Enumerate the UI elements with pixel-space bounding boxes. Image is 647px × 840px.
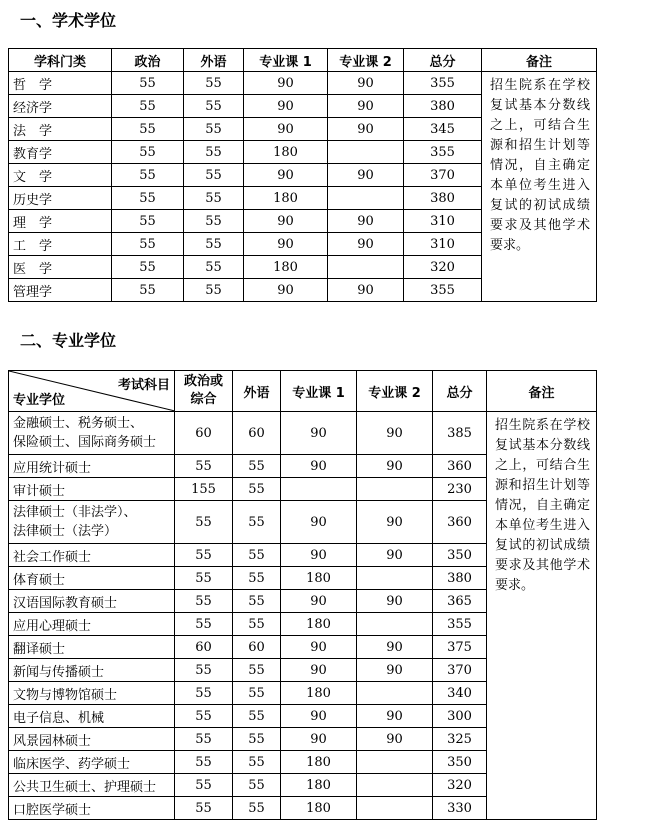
score-cell: 325 <box>433 728 487 751</box>
col-header: 学科门类 <box>9 49 112 72</box>
score-cell: 230 <box>433 478 487 501</box>
score-cell: 55 <box>112 233 184 256</box>
score-cell: 90 <box>244 72 328 95</box>
score-cell: 90 <box>357 544 433 567</box>
score-cell: 345 <box>404 118 482 141</box>
score-cell: 180 <box>281 613 357 636</box>
score-cell: 180 <box>281 797 357 820</box>
score-cell: 90 <box>357 501 433 544</box>
score-cell: 55 <box>233 501 281 544</box>
score-cell: 330 <box>433 797 487 820</box>
score-cell: 90 <box>281 705 357 728</box>
score-cell: 55 <box>175 774 233 797</box>
remarks-cell: 招生院系在学校复试基本分数线之上，可结合生源和招生计划等情况，自主确定本单位考生进入复试的初试成绩要求及其他学术要求。 <box>482 72 597 302</box>
score-cell: 55 <box>184 118 244 141</box>
row-label-cell: 应用心理硕士 <box>9 613 175 636</box>
row-label-cell: 汉语国际教育硕士 <box>9 590 175 613</box>
score-cell: 90 <box>328 279 404 302</box>
score-cell: 55 <box>233 797 281 820</box>
score-cell <box>357 567 433 590</box>
row-label-cell: 审计硕士 <box>9 478 175 501</box>
section1-heading: 一、学术学位 <box>20 11 117 30</box>
score-cell: 180 <box>281 682 357 705</box>
row-label-cell: 临床医学、药学硕士 <box>9 751 175 774</box>
score-cell: 300 <box>433 705 487 728</box>
score-cell: 90 <box>328 210 404 233</box>
row-label-cell: 体育硕士 <box>9 567 175 590</box>
score-cell: 90 <box>357 705 433 728</box>
table-header-row <box>9 49 597 72</box>
score-cell: 55 <box>233 682 281 705</box>
score-cell <box>281 478 357 501</box>
score-cell: 55 <box>233 751 281 774</box>
score-cell: 375 <box>433 636 487 659</box>
score-cell: 90 <box>328 95 404 118</box>
score-cell: 55 <box>175 567 233 590</box>
score-cell: 380 <box>404 95 482 118</box>
corner-top-label: 考试科目 <box>117 378 170 393</box>
table-row <box>9 412 597 455</box>
score-cell: 90 <box>357 590 433 613</box>
score-cell: 55 <box>175 501 233 544</box>
score-cell: 55 <box>175 705 233 728</box>
score-cell: 55 <box>233 544 281 567</box>
corner-bottom-label: 专业学位 <box>13 393 66 408</box>
score-cell: 55 <box>233 613 281 636</box>
diagonal-header-cell <box>9 371 175 412</box>
score-cell: 155 <box>175 478 233 501</box>
score-cell: 55 <box>233 728 281 751</box>
row-label-cell: 公共卫生硕士、护理硕士 <box>9 774 175 797</box>
col-header: 外语 <box>184 49 244 72</box>
score-cell: 370 <box>433 659 487 682</box>
score-cell: 180 <box>244 141 328 164</box>
col-header: 备注 <box>482 49 597 72</box>
row-label-cell: 教育学 <box>9 141 112 164</box>
row-label-cell: 文物与博物馆硕士 <box>9 682 175 705</box>
score-cell: 55 <box>184 141 244 164</box>
score-cell: 90 <box>244 233 328 256</box>
score-cell: 90 <box>281 455 357 478</box>
score-cell: 180 <box>281 567 357 590</box>
score-cell: 55 <box>112 164 184 187</box>
score-cell: 55 <box>112 256 184 279</box>
score-cell: 55 <box>112 210 184 233</box>
score-cell: 90 <box>328 118 404 141</box>
col-header: 专业课 1 <box>281 371 357 412</box>
score-cell: 55 <box>233 567 281 590</box>
col-header: 政治或 综合 <box>175 371 233 412</box>
score-cell: 350 <box>433 751 487 774</box>
score-cell: 90 <box>357 728 433 751</box>
row-label-cell: 翻译硕士 <box>9 636 175 659</box>
row-label-cell: 金融硕士、税务硕士、 保险硕士、国际商务硕士 <box>9 412 175 455</box>
score-cell: 180 <box>244 187 328 210</box>
score-cell: 355 <box>433 613 487 636</box>
score-cell: 55 <box>175 613 233 636</box>
score-cell: 55 <box>233 659 281 682</box>
score-cell: 90 <box>244 95 328 118</box>
score-cell: 55 <box>233 774 281 797</box>
score-cell: 55 <box>175 751 233 774</box>
score-cell: 360 <box>433 501 487 544</box>
score-cell: 55 <box>112 72 184 95</box>
row-label-cell: 法律硕士（非法学）、 法律硕士（法学） <box>9 501 175 544</box>
score-cell: 60 <box>233 636 281 659</box>
score-cell: 90 <box>328 72 404 95</box>
score-cell: 90 <box>281 590 357 613</box>
score-cell: 55 <box>233 455 281 478</box>
score-cell: 55 <box>175 659 233 682</box>
score-cell: 90 <box>328 164 404 187</box>
score-cell: 55 <box>184 256 244 279</box>
row-label-cell: 哲 学 <box>9 72 112 95</box>
score-cell: 320 <box>404 256 482 279</box>
score-cell: 90 <box>281 659 357 682</box>
score-cell: 355 <box>404 72 482 95</box>
score-cell: 60 <box>175 636 233 659</box>
table-header-row <box>9 371 597 412</box>
col-header: 专业课 2 <box>328 49 404 72</box>
score-cell: 380 <box>404 187 482 210</box>
row-label-cell: 口腔医学硕士 <box>9 797 175 820</box>
row-label-cell: 应用统计硕士 <box>9 455 175 478</box>
score-cell: 180 <box>281 751 357 774</box>
score-cell: 55 <box>175 544 233 567</box>
row-label-cell: 文 学 <box>9 164 112 187</box>
score-cell: 90 <box>244 210 328 233</box>
score-cell: 90 <box>281 728 357 751</box>
score-cell: 355 <box>404 141 482 164</box>
score-cell: 180 <box>244 256 328 279</box>
score-cell: 60 <box>175 412 233 455</box>
score-cell: 90 <box>244 164 328 187</box>
score-cell: 380 <box>433 567 487 590</box>
row-label-cell: 医 学 <box>9 256 112 279</box>
row-label-cell: 管理学 <box>9 279 112 302</box>
score-cell: 55 <box>233 590 281 613</box>
col-header: 专业课 2 <box>357 371 433 412</box>
score-cell: 310 <box>404 210 482 233</box>
col-header: 备注 <box>487 371 597 412</box>
score-cell: 55 <box>184 95 244 118</box>
score-cell: 55 <box>175 728 233 751</box>
academic-degree-table <box>8 48 597 302</box>
score-cell: 180 <box>281 774 357 797</box>
score-cell: 360 <box>433 455 487 478</box>
score-cell: 55 <box>184 164 244 187</box>
score-cell: 55 <box>184 233 244 256</box>
score-cell: 340 <box>433 682 487 705</box>
row-label-cell: 新闻与传播硕士 <box>9 659 175 682</box>
row-label-cell: 电子信息、机械 <box>9 705 175 728</box>
score-cell: 370 <box>404 164 482 187</box>
score-cell: 385 <box>433 412 487 455</box>
score-cell <box>357 751 433 774</box>
row-label-cell: 法 学 <box>9 118 112 141</box>
score-cell: 55 <box>184 210 244 233</box>
score-cell: 90 <box>357 455 433 478</box>
score-cell: 90 <box>281 636 357 659</box>
score-cell: 55 <box>233 478 281 501</box>
score-cell: 55 <box>175 682 233 705</box>
row-label-cell: 工 学 <box>9 233 112 256</box>
score-cell: 55 <box>112 95 184 118</box>
table-row <box>9 72 597 95</box>
score-cell: 55 <box>112 141 184 164</box>
section2-heading: 二、专业学位 <box>20 331 117 350</box>
score-cell: 90 <box>281 544 357 567</box>
col-header: 政治 <box>112 49 184 72</box>
score-cell: 90 <box>244 118 328 141</box>
score-cell <box>357 797 433 820</box>
score-cell: 90 <box>281 501 357 544</box>
row-label-cell: 风景园林硕士 <box>9 728 175 751</box>
score-cell: 310 <box>404 233 482 256</box>
score-cell <box>328 256 404 279</box>
score-cell: 350 <box>433 544 487 567</box>
score-cell: 90 <box>357 412 433 455</box>
score-cell: 55 <box>184 72 244 95</box>
score-cell: 60 <box>233 412 281 455</box>
score-cell: 55 <box>112 118 184 141</box>
professional-degree-table <box>8 370 597 820</box>
row-label-cell: 历史学 <box>9 187 112 210</box>
score-cell <box>328 141 404 164</box>
score-cell: 55 <box>175 590 233 613</box>
score-cell: 55 <box>175 455 233 478</box>
score-cell <box>328 187 404 210</box>
score-cell: 55 <box>184 279 244 302</box>
score-cell: 55 <box>112 279 184 302</box>
score-cell: 55 <box>112 187 184 210</box>
score-cell <box>357 774 433 797</box>
score-cell: 90 <box>281 412 357 455</box>
row-label-cell: 经济学 <box>9 95 112 118</box>
score-cell <box>357 682 433 705</box>
score-cell: 90 <box>357 659 433 682</box>
remarks-cell: 招生院系在学校复试基本分数线之上，可结合生源和招生计划等情况，自主确定本单位考生进入复试的初试成绩要求及其他学术要求。 <box>487 412 597 820</box>
score-cell: 55 <box>233 705 281 728</box>
score-cell: 55 <box>184 187 244 210</box>
row-label-cell: 理 学 <box>9 210 112 233</box>
score-cell: 90 <box>244 279 328 302</box>
col-header: 总分 <box>433 371 487 412</box>
score-cell: 90 <box>357 636 433 659</box>
score-cell: 355 <box>404 279 482 302</box>
score-cell: 365 <box>433 590 487 613</box>
row-label-cell: 社会工作硕士 <box>9 544 175 567</box>
score-cell <box>357 613 433 636</box>
score-cell: 320 <box>433 774 487 797</box>
col-header: 总分 <box>404 49 482 72</box>
col-header: 专业课 1 <box>244 49 328 72</box>
score-cell <box>357 478 433 501</box>
score-cell: 90 <box>328 233 404 256</box>
score-cell: 55 <box>175 797 233 820</box>
col-header: 外语 <box>233 371 281 412</box>
